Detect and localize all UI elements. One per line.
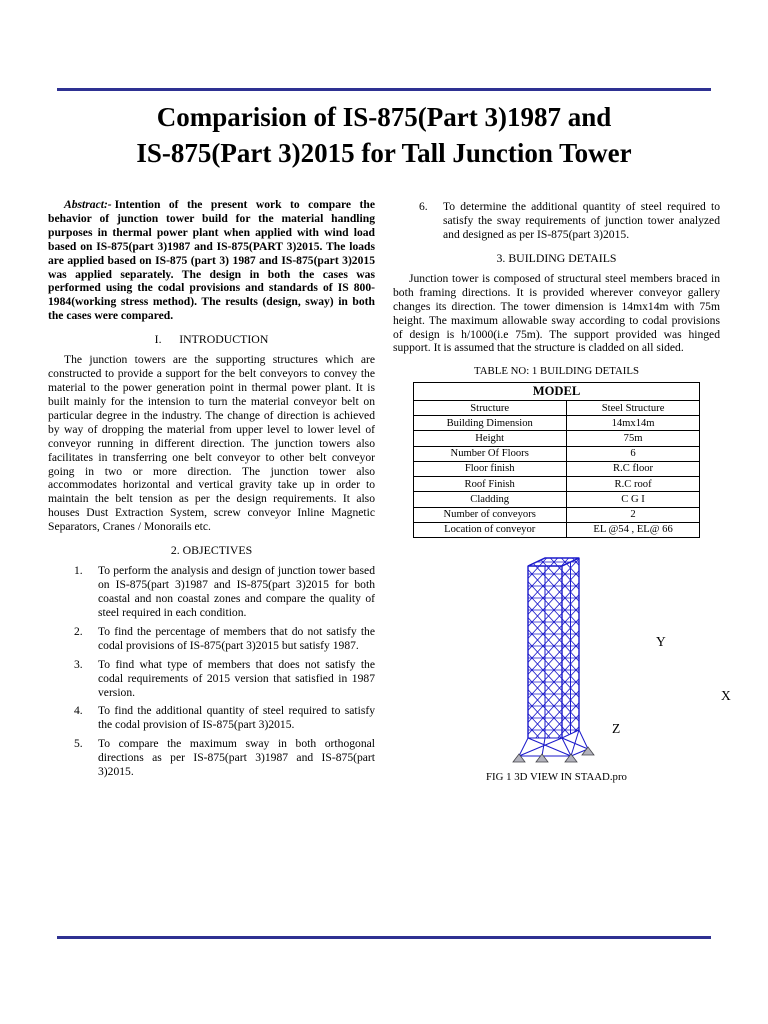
- right-column: [393, 198, 731, 784]
- objective-text: To perform the analysis and design of junction tower based on IS-875(part 3)1987 and IS-875(part 3)2015 for both coastal and non coastal zones and compare the quality of steel required in each condition.: [98, 564, 375, 619]
- table-cell-label: Floor finish: [413, 461, 566, 476]
- objective-number: 1.: [74, 564, 83, 578]
- building-details-table: [413, 382, 701, 538]
- two-column-body: [48, 198, 731, 784]
- introduction-text: The junction towers are the supporting structures which are constructed to provide a support for the belt conveyors to convey the material to the power generation point in thermal power plant. It is built mainly for the intension to turn the material conveyor belt on particular degree in the industry. The change of direction is achieved by way of dropping the material from upper level to lower level of conveyor running in different direction. The junction towers also facilitates in transferring one belt conveyor to other belt conveyor going in two or more direction. The junction tower also accommodates horizontal and vertical gravity take up in order to maintain the belt tension as per the design requirements. It also houses Dust Extraction System, screw conveyor Inline Magnetic Separators, Cranes / Monorails etc.: [48, 353, 375, 534]
- table-cell-value: EL @54 , EL@ 66: [566, 522, 700, 537]
- objective-text: To determine the additional quantity of steel required to satisfy the sway requirements of junction tower analyzed and designed as per IS-875(part 3)2015.: [443, 200, 720, 241]
- table-row: [413, 492, 700, 507]
- table-cell-value: 75m: [566, 431, 700, 446]
- objectives-list: [48, 564, 375, 779]
- bottom-rule: [57, 936, 711, 939]
- objective-number: 6.: [419, 200, 428, 213]
- table-cell-value: 2: [566, 507, 700, 522]
- objective-item-1: [74, 564, 375, 620]
- objective-item-6: [419, 200, 720, 242]
- table-cell-value: 14mx14m: [566, 416, 700, 431]
- table-cell-label: Roof Finish: [413, 477, 566, 492]
- table-cell-label: Cladding: [413, 492, 566, 507]
- introduction-heading: I. INTRODUCTION: [154, 332, 269, 347]
- table-cell-label: Height: [413, 431, 566, 446]
- table-cell-label: Building Dimension: [413, 416, 566, 431]
- table-row: [413, 507, 700, 522]
- paper-title: [40, 100, 728, 171]
- objective-item-2: [74, 625, 375, 653]
- abstract-text: Intention of the present work to compare the behavior of junction tower build for the material handling purposes in thermal power plant when applied with wind load based on IS-875(part 3)1987 and IS-875(PART 3)2015. The loads are applied based on IS-875 (part 3) 1987 and IS-875(part 3)2015 was applied separately. The design in both the cases was performed using the codal provisions and standards of IS 800-1984(working stress method). The results (design, sway) in both the cases were compared.: [48, 198, 375, 323]
- table-row: [413, 416, 700, 431]
- table-row: [413, 431, 700, 446]
- objective-text: To find what type of members that does not satisfy the codal requirements of 2015 version that satisfied in 1987 version.: [98, 657, 375, 699]
- building-details-heading: 3. BUILDING DETAILS: [496, 250, 617, 265]
- table-cell-value: 6: [566, 446, 700, 461]
- table-cell-value: R.C roof: [566, 477, 700, 492]
- table-header-model: MODEL: [413, 383, 700, 401]
- abstract-paragraph: [48, 198, 375, 323]
- objective-number: 3.: [74, 657, 83, 671]
- table-cell-label: Location of conveyor: [413, 522, 566, 537]
- axis-label-y: Y: [656, 634, 666, 650]
- objective-number: 5.: [74, 737, 83, 751]
- table-cell-label: Number of conveyors: [413, 507, 566, 522]
- objectives-list-continued: [393, 200, 720, 242]
- table-row: [413, 477, 700, 492]
- table-cell-label: Structure: [413, 401, 566, 416]
- table-row: [413, 401, 700, 416]
- tower-figure: [393, 550, 731, 766]
- table-cell-value: C G I: [566, 492, 700, 507]
- axis-label-x: X: [721, 688, 731, 704]
- table-cell-value: R.C floor: [566, 461, 700, 476]
- objective-number: 2.: [74, 624, 83, 638]
- table-row: [413, 522, 700, 537]
- table-row: [413, 446, 700, 461]
- table-row: [413, 461, 700, 476]
- objective-item-4: [74, 704, 375, 732]
- objective-text: To find the additional quantity of steel required to satisfy the codal provision of IS-875(part 3)2015.: [98, 704, 375, 732]
- objective-item-5: [74, 737, 375, 779]
- axis-label-z: Z: [612, 721, 621, 737]
- table-header-row: [413, 383, 700, 401]
- abstract-label: Abstract:-: [64, 198, 112, 211]
- objective-item-3: [74, 658, 375, 700]
- table-cell-value: Steel Structure: [566, 401, 700, 416]
- title-line-1: Comparision of IS-875(Part 3)1987 and: [156, 102, 612, 132]
- building-details-text: Junction tower is composed of structural steel members braced in both framing directions. It is provided wherever conveyor gallery changes its direction. The tower dimension is 14mx14m with 75m height. The maximum allowable sway according to codal provisions of design is h/1000(i.e 75m). The support provided was hinged support. It is assumed that the structure is cladded on all sided.: [393, 271, 720, 355]
- objective-text: To find the percentage of members that do not satisfy the codal provisions of IS-875(part 3)2015 but satisfy 1987.: [98, 624, 375, 652]
- left-column: [48, 198, 375, 784]
- figure-caption: FIG 1 3D VIEW IN STAAD.pro: [486, 771, 627, 784]
- title-line-2: IS-875(Part 3)2015 for Tall Junction Tower: [136, 137, 632, 168]
- objective-text: To compare the maximum sway in both orthogonal directions as per IS-875(part 3)1987 and IS-875(part 3)2015.: [98, 737, 375, 779]
- table-caption: TABLE NO: 1 BUILDING DETAILS: [474, 365, 639, 378]
- table-cell-label: Number Of Floors: [413, 446, 566, 461]
- objectives-heading: 2. OBJECTIVES: [170, 543, 253, 558]
- top-rule: [57, 88, 711, 91]
- objective-number: 4.: [74, 704, 83, 718]
